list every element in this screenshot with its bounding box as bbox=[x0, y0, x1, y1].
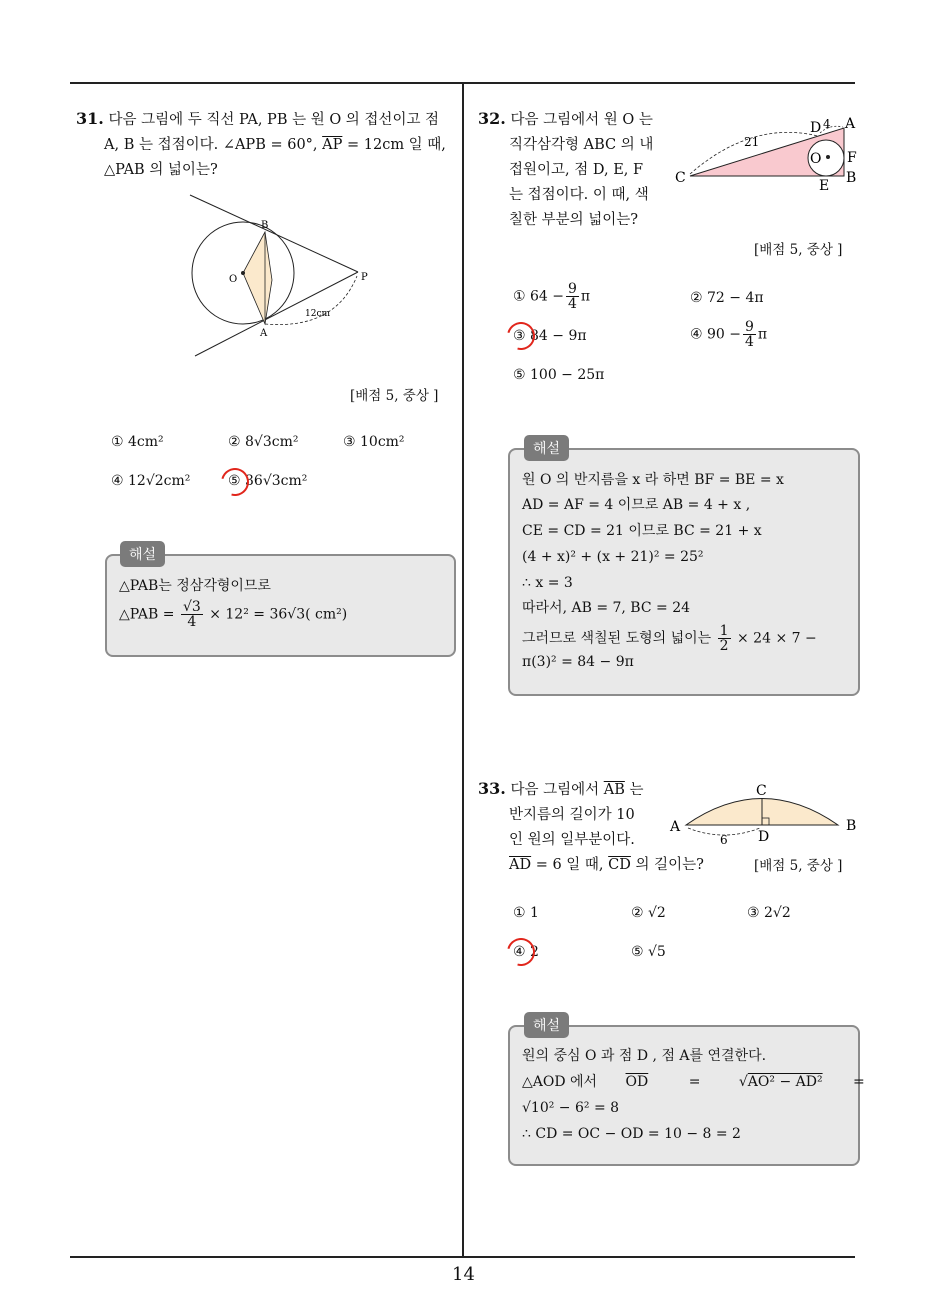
q33-solution-radical: √AO² − AD² bbox=[738, 1074, 823, 1090]
q33-text-line3: 인 원의 일부분이다. bbox=[509, 832, 635, 848]
q33-number: 33. bbox=[478, 779, 506, 798]
q32-solution-line1: 원 O 의 반지름을 x 라 하면 BF = BE = x bbox=[522, 472, 784, 488]
q32-solution-line2: AD = AF = 4 이므로 AB = 4 + x , bbox=[522, 497, 751, 513]
q31-text-line2: A, B 는 접점이다. ∠APB = 60°, bbox=[104, 137, 318, 153]
q33-arc-ab: $\overline{AB}$ bbox=[603, 782, 625, 798]
q32-label-a: A bbox=[845, 116, 856, 132]
q32-choice-4-num: 9 bbox=[745, 319, 754, 335]
q33-label-6: 6 bbox=[720, 833, 728, 847]
q31-label-b: B bbox=[261, 220, 269, 231]
q32-choice-4-frac bbox=[743, 320, 756, 349]
q32-solution-line5: ∴ x = 3 bbox=[522, 575, 573, 591]
q31-answer-mark bbox=[216, 463, 254, 501]
q32-answer-mark bbox=[502, 317, 540, 355]
q33-text-line2: 반지름의 길이가 10 bbox=[509, 807, 635, 823]
q31-text-line1: 다음 그림에 두 직선 PA, PB 는 원 O 의 접선이고 점 bbox=[108, 112, 440, 128]
q32-solution-line4: (4 + x)² + (x + 21)² = 25² bbox=[522, 549, 704, 565]
q33-text-line4d: 의 길이는? bbox=[635, 857, 704, 873]
q31-solution-line2 bbox=[119, 600, 347, 629]
q31-solution-rhs: × 12² = 36√3( cm²) bbox=[209, 606, 348, 623]
q33-label-d: D bbox=[758, 829, 770, 845]
q31-label-length: 12cm bbox=[305, 309, 331, 319]
q32-choice-1[interactable] bbox=[513, 282, 590, 311]
q32-label-d: D bbox=[810, 120, 822, 136]
q31-choice-2[interactable]: ② 8√3cm² bbox=[228, 434, 299, 450]
q33-text-line4b: = 6 일 때, bbox=[535, 857, 604, 873]
q32-choice-2[interactable]: ② 72 − 4π bbox=[690, 290, 764, 306]
q32-source: [배점 5, 중상 ] bbox=[754, 242, 843, 258]
q31-label-a: A bbox=[260, 328, 268, 339]
q33-solution-od: $\overline{OD}$ bbox=[625, 1074, 649, 1090]
q33-text-line1a: 다음 그림에서 bbox=[510, 782, 600, 798]
q32-choice-4-pre: ④ 90 − bbox=[690, 326, 741, 343]
q32-label-4: 4 bbox=[823, 117, 831, 131]
q32-solution-line7-b: × 24 × 7 − bbox=[737, 630, 817, 647]
q31-solution-tag: 해설 bbox=[120, 541, 165, 567]
q32-question bbox=[478, 106, 678, 233]
q32-solution-line3: CE = CD = 21 이므로 BC = 21 + x bbox=[522, 523, 762, 539]
q33-solution-line1: 원의 중심 O 과 점 D , 점 A를 연결한다. bbox=[522, 1048, 767, 1064]
q32-label-c: C bbox=[675, 170, 686, 186]
q32-choice-1-post: π bbox=[580, 288, 591, 305]
q32-choice-1-pre: ① 64 − bbox=[513, 288, 564, 305]
q32-choice-4-post: π bbox=[757, 326, 768, 343]
q31-solution-frac-num: √3 bbox=[182, 599, 201, 615]
q32-text-line4: 는 접점이다. 이 때, 색 bbox=[509, 187, 649, 203]
q33-solution-eq2: = bbox=[853, 1074, 865, 1090]
q32-solution-line7-frac bbox=[718, 624, 731, 653]
page-number: 14 bbox=[452, 1264, 475, 1285]
q32-choice-5[interactable]: ⑤ 100 − 25π bbox=[513, 367, 605, 383]
q33-choice-4[interactable]: ④ 2 bbox=[513, 944, 539, 960]
q33-label-a: A bbox=[670, 819, 681, 835]
q31-figure bbox=[185, 190, 375, 360]
q33-segment-ad: $\overline{AD}$ bbox=[509, 857, 532, 873]
q33-choice-5[interactable]: ⑤ √5 bbox=[631, 944, 666, 960]
q32-solution-line7-a: 그러므로 색칠된 도형의 넓이는 bbox=[522, 630, 712, 647]
q31-text-line2b: = 12cm 일 때, bbox=[346, 137, 446, 153]
q32-choice-4[interactable] bbox=[690, 320, 767, 349]
q31-solution-lhs: △PAB = bbox=[119, 606, 175, 623]
q33-figure bbox=[666, 778, 866, 850]
q31-source: [배점 5, 중상 ] bbox=[350, 388, 439, 404]
q33-segment-cd: $\overline{CD}$ bbox=[608, 857, 631, 873]
q31-label-o: O bbox=[229, 274, 238, 285]
q32-solution-line6: 따라서, AB = 7, BC = 24 bbox=[522, 600, 691, 616]
q32-label-e: E bbox=[819, 178, 830, 194]
bottom-rule bbox=[70, 1256, 855, 1258]
q31-solution-fraction bbox=[181, 600, 203, 629]
q33-solution-line4: ∴ CD = OC − OD = 10 − 8 = 2 bbox=[522, 1126, 741, 1142]
q31-choice-5[interactable]: ⑤ 36√3cm² bbox=[228, 473, 308, 489]
q33-question bbox=[478, 776, 704, 878]
q32-figure bbox=[672, 110, 867, 195]
q31-label-p: P bbox=[361, 272, 368, 283]
q32-text-line1: 다음 그림에서 원 O 는 bbox=[510, 112, 653, 128]
q31-solution-frac-den: 4 bbox=[187, 614, 197, 630]
q31-number: 31. bbox=[76, 109, 104, 128]
q33-choice-3[interactable]: ③ 2√2 bbox=[747, 905, 791, 921]
q32-label-o: O bbox=[810, 151, 822, 167]
q32-label-b: B bbox=[846, 170, 857, 186]
q33-label-b: B bbox=[846, 818, 857, 834]
q33-label-c: C bbox=[756, 783, 767, 799]
q33-choice-2[interactable]: ② √2 bbox=[631, 905, 666, 921]
q32-text-line2: 직각삼각형 ABC 의 내 bbox=[509, 137, 654, 153]
q32-solution-line7-num: 1 bbox=[719, 623, 729, 639]
q33-solution-line2 bbox=[522, 1070, 865, 1096]
q32-solution-tag: 해설 bbox=[524, 435, 569, 461]
q32-solution-line8: π(3)² = 84 − 9π bbox=[522, 654, 634, 670]
q32-label-f: F bbox=[847, 150, 857, 166]
q32-solution-line7-den: 2 bbox=[719, 638, 729, 654]
q33-text-line1b: 는 bbox=[629, 782, 644, 798]
column-divider bbox=[462, 83, 464, 1258]
q33-solution-line2-a: △AOD 에서 bbox=[522, 1074, 598, 1090]
q33-solution-line3: √10² − 6² = 8 bbox=[522, 1100, 620, 1116]
q33-source: [배점 5, 중상 ] bbox=[754, 858, 843, 874]
q33-answer-mark bbox=[502, 933, 540, 971]
q32-number: 32. bbox=[478, 109, 506, 128]
q31-solution-line1: △PAB는 정삼각형이므로 bbox=[119, 578, 271, 594]
q31-text-line3: △PAB 의 넓이는? bbox=[104, 162, 218, 178]
q33-solution-radicand: AO² − AD² bbox=[747, 1074, 823, 1090]
q32-label-21: 21 bbox=[744, 135, 760, 149]
q32-choice-1-frac bbox=[566, 282, 579, 311]
q31-choice-1[interactable]: ① 4cm² bbox=[111, 434, 164, 450]
q31-segment-ap: $\overline{AP}$ bbox=[322, 137, 343, 153]
q32-choice-1-den: 4 bbox=[568, 296, 577, 312]
q31-choice-3[interactable]: ③ 10cm² bbox=[343, 434, 405, 450]
q32-choice-4-den: 4 bbox=[745, 334, 754, 350]
q33-solution-tag: 해설 bbox=[524, 1012, 569, 1038]
q32-choice-3[interactable]: ③ 84 − 9π bbox=[513, 328, 587, 344]
q33-choice-1[interactable]: ① 1 bbox=[513, 905, 539, 921]
q32-text-line5: 칠한 부분의 넓이는? bbox=[509, 212, 639, 228]
q33-solution-eq: = bbox=[688, 1074, 701, 1090]
q31-question bbox=[76, 106, 458, 183]
q32-solution-line7 bbox=[522, 624, 817, 653]
q31-choice-4[interactable]: ④ 12√2cm² bbox=[111, 473, 191, 489]
q32-text-line3: 접원이고, 점 D, E, F bbox=[509, 162, 644, 178]
q32-choice-1-num: 9 bbox=[568, 281, 577, 297]
